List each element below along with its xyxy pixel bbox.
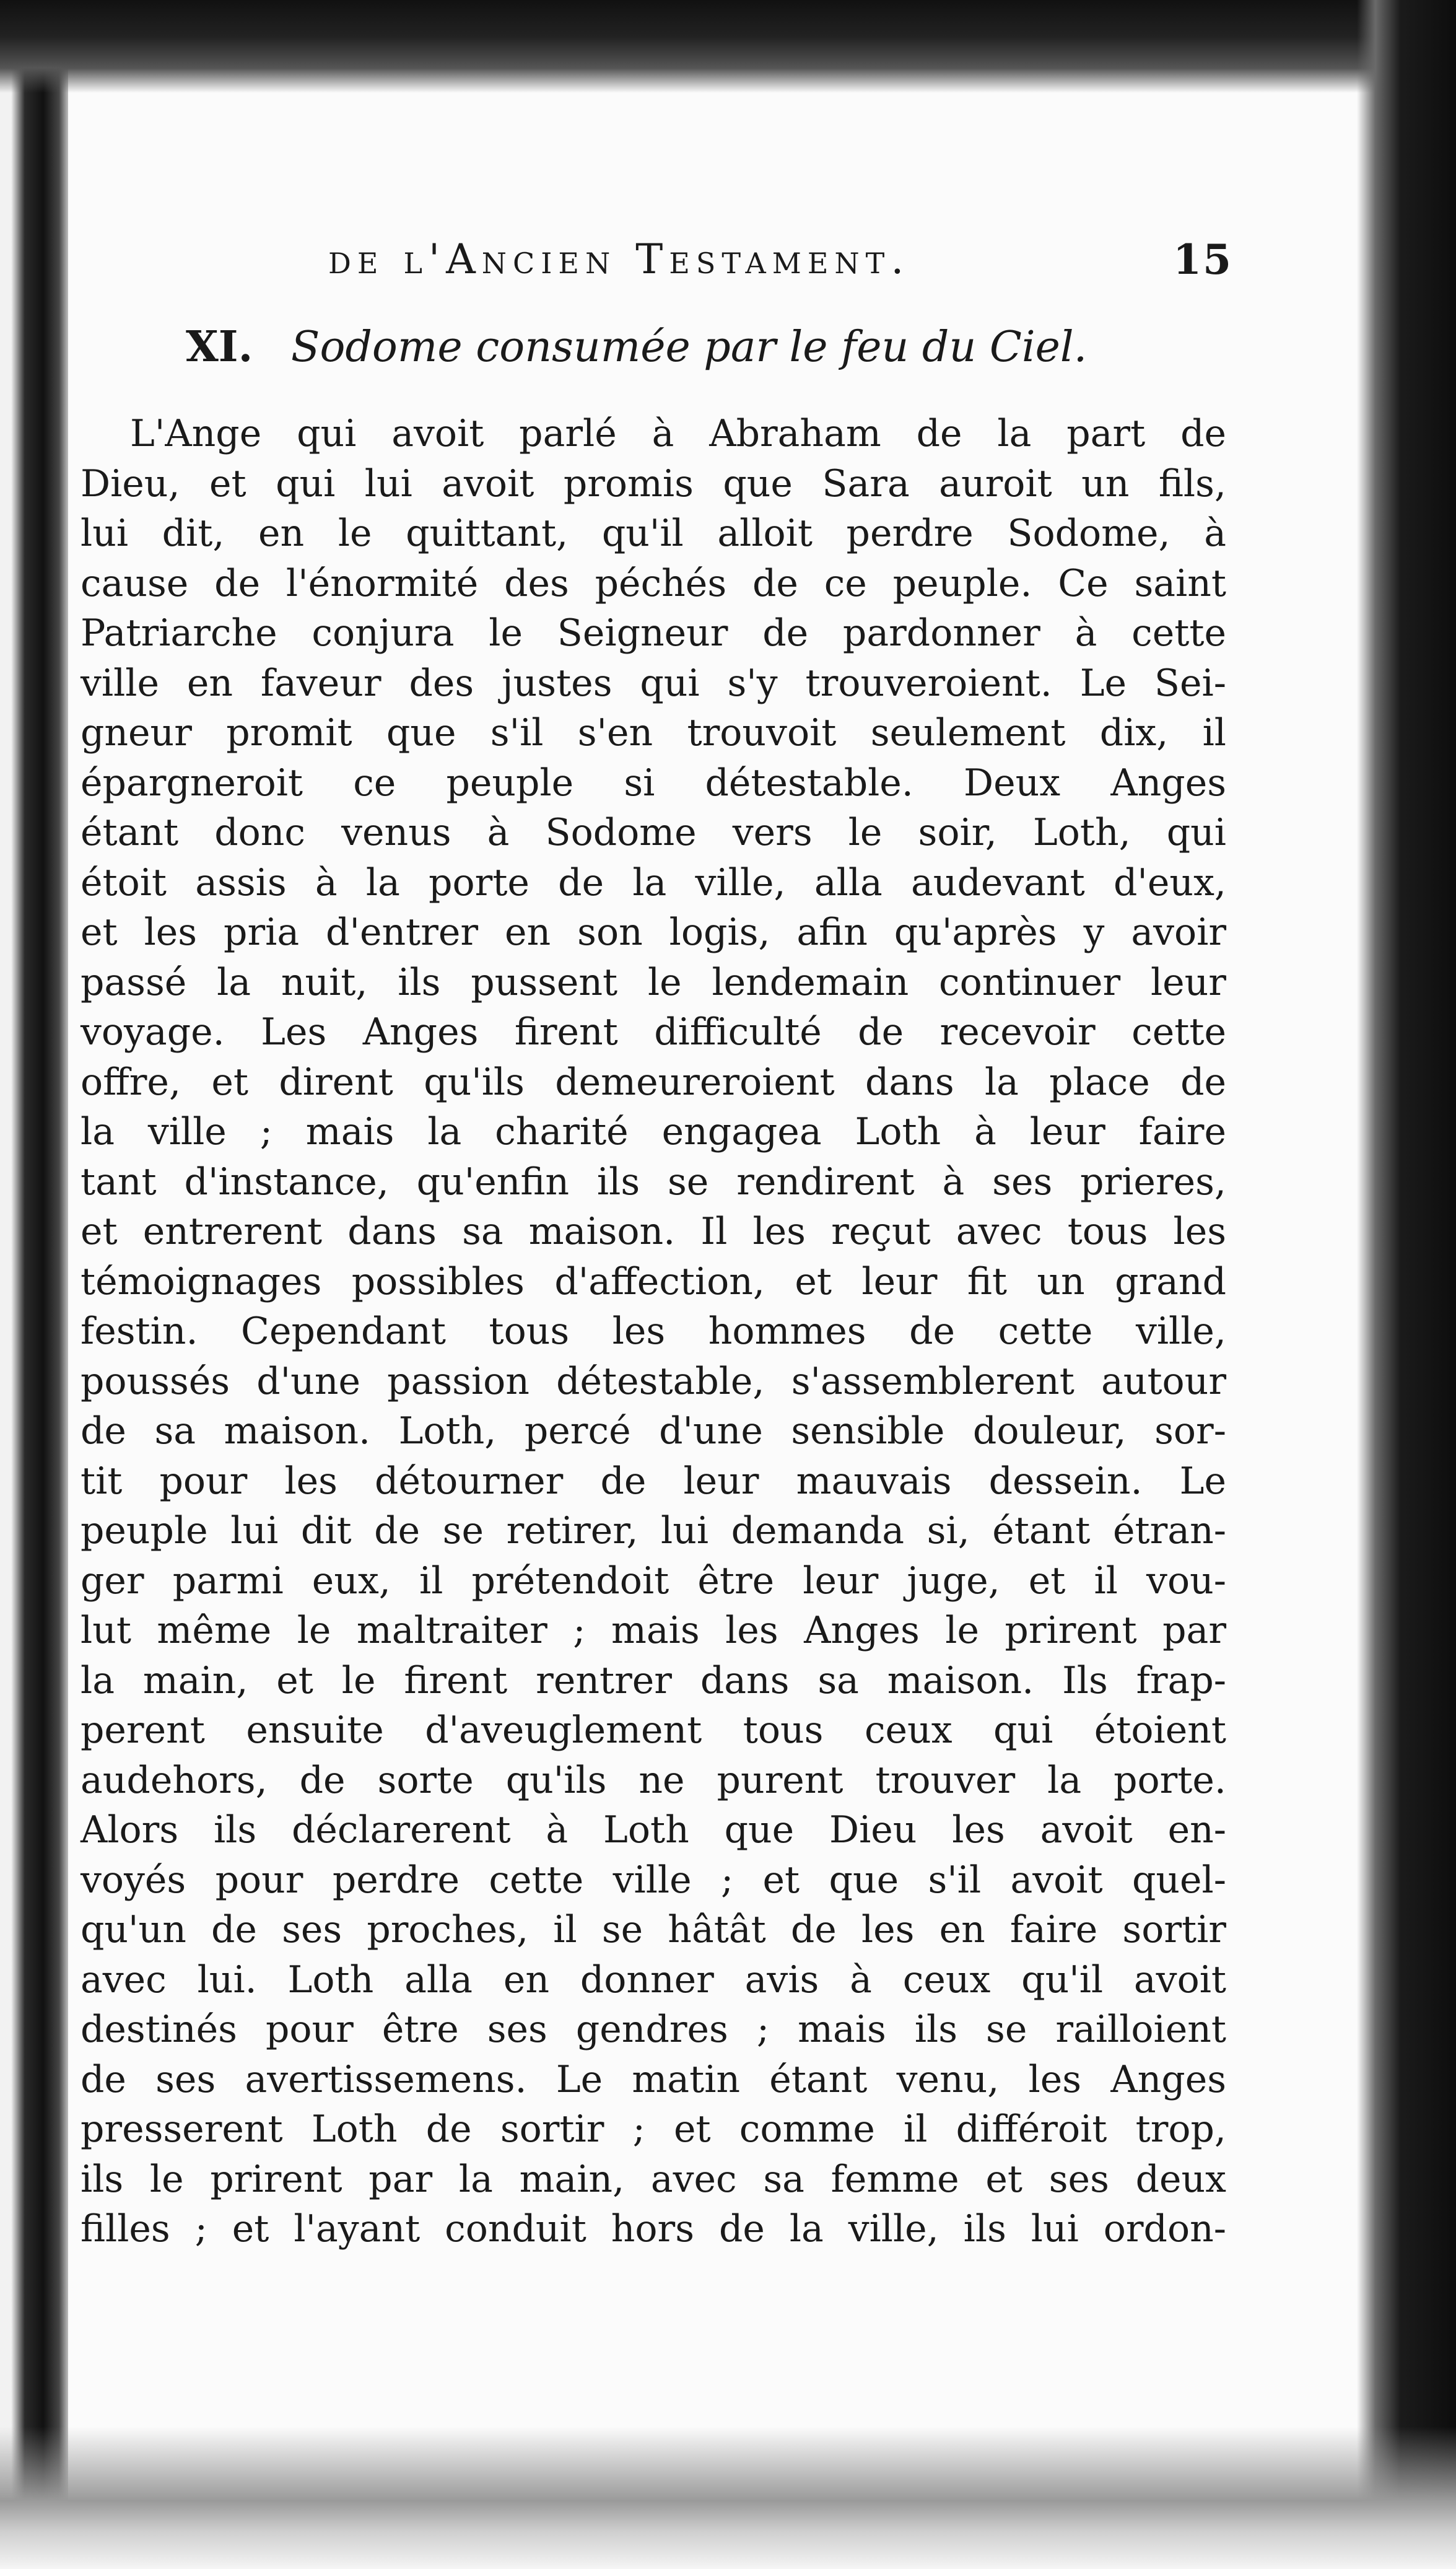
- text-line: filles ; et l'ayant conduit hors de la ville, ils lui ordon-: [81, 2207, 1226, 2251]
- text-line: perent ensuite d'aveuglement tous ceux qui étoient: [81, 1709, 1226, 1752]
- text-line: épargneroit ce peuple si détestable. Deux Anges: [81, 761, 1226, 805]
- text-line: peuple lui dit de se retirer, lui demanda si, étant étran-: [81, 1509, 1226, 1552]
- scan-border-right: [1357, 0, 1456, 2569]
- text-line: lui dit, en le quittant, qu'il alloit perdre Sodome, à: [81, 512, 1226, 555]
- text-line: passé la nuit, ils pussent le lendemain continuer leur: [81, 960, 1226, 1004]
- text-line: destinés pour être ses gendres ; mais ils se railloient: [81, 2008, 1226, 2051]
- text-line: Alors ils déclarerent à Loth que Dieu les avoit en-: [81, 1808, 1226, 1852]
- text-line: Patriarche conjura le Seigneur de pardonner à cette: [81, 611, 1226, 655]
- text-line: avec lui. Loth alla en donner avis à ceux qu'il avoit: [81, 1958, 1226, 2002]
- text-line: lut même le maltraiter ; mais les Anges le prirent par: [81, 1609, 1226, 1652]
- text-line: de sa maison. Loth, percé d'une sensible douleur, sor-: [81, 1409, 1226, 1453]
- body-text: [81, 409, 1226, 2254]
- text-line: tit pour les détourner de leur mauvais dessein. Le: [81, 1459, 1226, 1503]
- text-line: audehors, de sorte qu'ils ne purent trouver la porte.: [81, 1758, 1226, 1802]
- text-line: de ses avertissemens. Le matin étant venu, les Anges: [81, 2057, 1226, 2101]
- scan-border-bottom: [0, 2427, 1456, 2569]
- text-line: voyés pour perdre cette ville ; et que s'il avoit quel-: [81, 1858, 1226, 1902]
- page-number: 15: [1173, 235, 1232, 284]
- text-line: étoit assis à la porte de la ville, alla audevant d'eux,: [81, 860, 1226, 904]
- scan-border-left: [0, 0, 68, 2569]
- page-content: [81, 235, 1232, 2254]
- text-line: festin. Cependant tous les hommes de cette ville,: [81, 1310, 1226, 1353]
- running-head-title: de l'Ancien Testament.: [328, 235, 910, 283]
- text-line: L'Ange qui avoit parlé à Abraham de la part de: [130, 412, 1226, 455]
- text-line: voyage. Les Anges firent difficulté de recevoir cette: [81, 1010, 1226, 1054]
- text-line: témoignages possibles d'affection, et leur fit un grand: [81, 1259, 1226, 1303]
- text-line: offre, et dirent qu'ils demeureroient dans la place de: [81, 1060, 1226, 1104]
- text-line: Dieu, et qui lui avoit promis que Sara auroit un fils,: [81, 462, 1226, 505]
- chapter-number: XI.: [186, 322, 253, 372]
- text-line: ville en faveur des justes qui s'y trouveroient. Le Sei-: [81, 661, 1226, 705]
- chapter-heading: [186, 322, 1226, 372]
- text-line: tant d'instance, qu'enfin ils se rendirent à ses prieres,: [81, 1160, 1226, 1204]
- text-line: presserent Loth de sortir ; et comme il différoit trop,: [81, 2107, 1226, 2151]
- text-line: étant donc venus à Sodome vers le soir, Loth, qui: [81, 811, 1226, 854]
- text-line: gneur promit que s'il s'en trouvoit seulement dix, il: [81, 711, 1226, 755]
- text-line: la main, et le firent rentrer dans sa maison. Ils frap-: [81, 1658, 1226, 1702]
- text-line: ger parmi eux, il prétendoit être leur juge, et il vou-: [81, 1559, 1226, 1603]
- text-line: qu'un de ses proches, il se hâtât de les en faire sortir: [81, 1908, 1226, 1951]
- text-line: et les pria d'entrer en son logis, afin qu'après y avoir: [81, 911, 1226, 954]
- text-line: poussés d'une passion détestable, s'assemblerent autour: [81, 1359, 1226, 1403]
- text-line: ils le prirent par la main, avec sa femme et ses deux: [81, 2157, 1226, 2201]
- scan-border-top: [0, 0, 1456, 93]
- text-line: cause de l'énormité des péchés de ce peuple. Ce saint: [81, 561, 1226, 605]
- text-line: et entrerent dans sa maison. Il les reçut avec tous les: [81, 1210, 1226, 1253]
- text-line: la ville ; mais la charité engagea Loth à leur faire: [81, 1110, 1226, 1153]
- chapter-title: Sodome consumée par le feu du Ciel.: [290, 323, 1088, 372]
- running-head: [81, 235, 1232, 291]
